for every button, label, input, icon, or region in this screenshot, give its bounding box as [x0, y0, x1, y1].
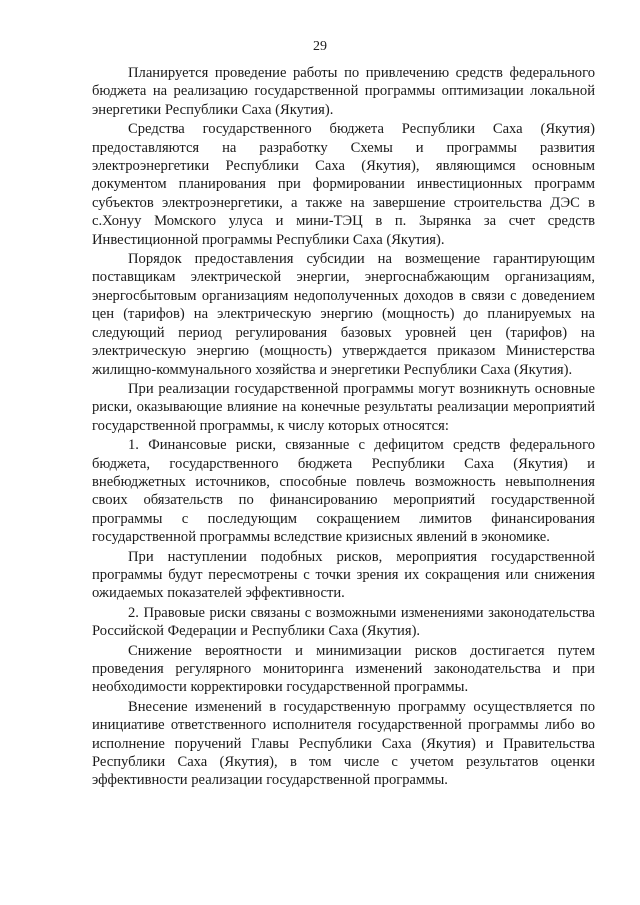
paragraph-legal-risks: 2. Правовые риски связаны с возможными изменениями законодательства Российской Федерации и Республики Саха (Якутия). — [92, 604, 595, 640]
paragraph-risk-response: При наступлении подобных рисков, мероприятия государственной программы будут пересмотрены с точки зрения их сокращения или снижения ожидаемых показателей эффективности. — [92, 548, 595, 602]
paragraph-risk-mitigation: Снижение вероятности и минимизации рисков достигается путем проведения регулярного мониторинга изменений законодательства и при необходимости корректировки государственной программы. — [92, 642, 595, 696]
paragraph-program-changes: Внесение изменений в государственную программу осуществляется по инициативе ответственного исполнителя государственной программы либо во исполнение поручений Главы Республики Саха (Якутия) и Правительства Республики Саха (Якутия), в том числе с учетом результатов оценки эффективности реализации государственной программы. — [92, 698, 595, 789]
paragraph-state-budget: Средства государственного бюджета Республики Саха (Якутия) предоставляются на разработку Схемы и программы развития электроэнергетики Республики Саха (Якутия), являющимся основным документом планирования при формировании инвестиционных программ субъектов электроэнергетики, а также на завершение строительства ДЭС в с.Хонуу Момского улуса и мини-ТЭЦ в п. Зырянка за счет средств Инвестиционной программы Республики Саха (Якутия). — [92, 121, 595, 248]
paragraph-risks-intro: При реализации государственной программы могут возникнуть основные риски, оказывающие влияние на конечные результаты реализации мероприятий государственной программы, к числу которых относятся: — [92, 380, 595, 434]
document-body — [92, 64, 595, 790]
paragraph-financial-risks: 1. Финансовые риски, связанные с дефицитом средств федерального бюджета, государственного бюджета Республики Саха (Якутия) и внебюджетных источников, способные повлечь возможность невыполнения своих обязательств по финансированию мероприятий государственной программы с последующим сокращением лимитов финансирования государственной программы вследствие кризисных явлений в экономике. — [92, 437, 595, 546]
page-number: 29 — [313, 39, 327, 54]
paragraph-federal-funding: Планируется проведение работы по привлечению средств федерального бюджета на реализацию государственной программы оптимизации локальной энергетики Республики Саха (Якутия). — [92, 65, 595, 118]
paragraph-subsidy-procedure: Порядок предоставления субсидии на возмещение гарантирующим поставщикам электрической энергии, энергоснабжающим организациям, энергосбытовым организациям недополученных доходов в связи с доведением цен (тарифов) на электрическую энергию (мощность) до планируемых на следующий период регулирования базовых уровней цен (тарифов) на электрическую энергию (мощность) утверждается приказом Министерства жилищно-коммунального хозяйства и энергетики Республики Саха (Якутия). — [92, 251, 595, 378]
